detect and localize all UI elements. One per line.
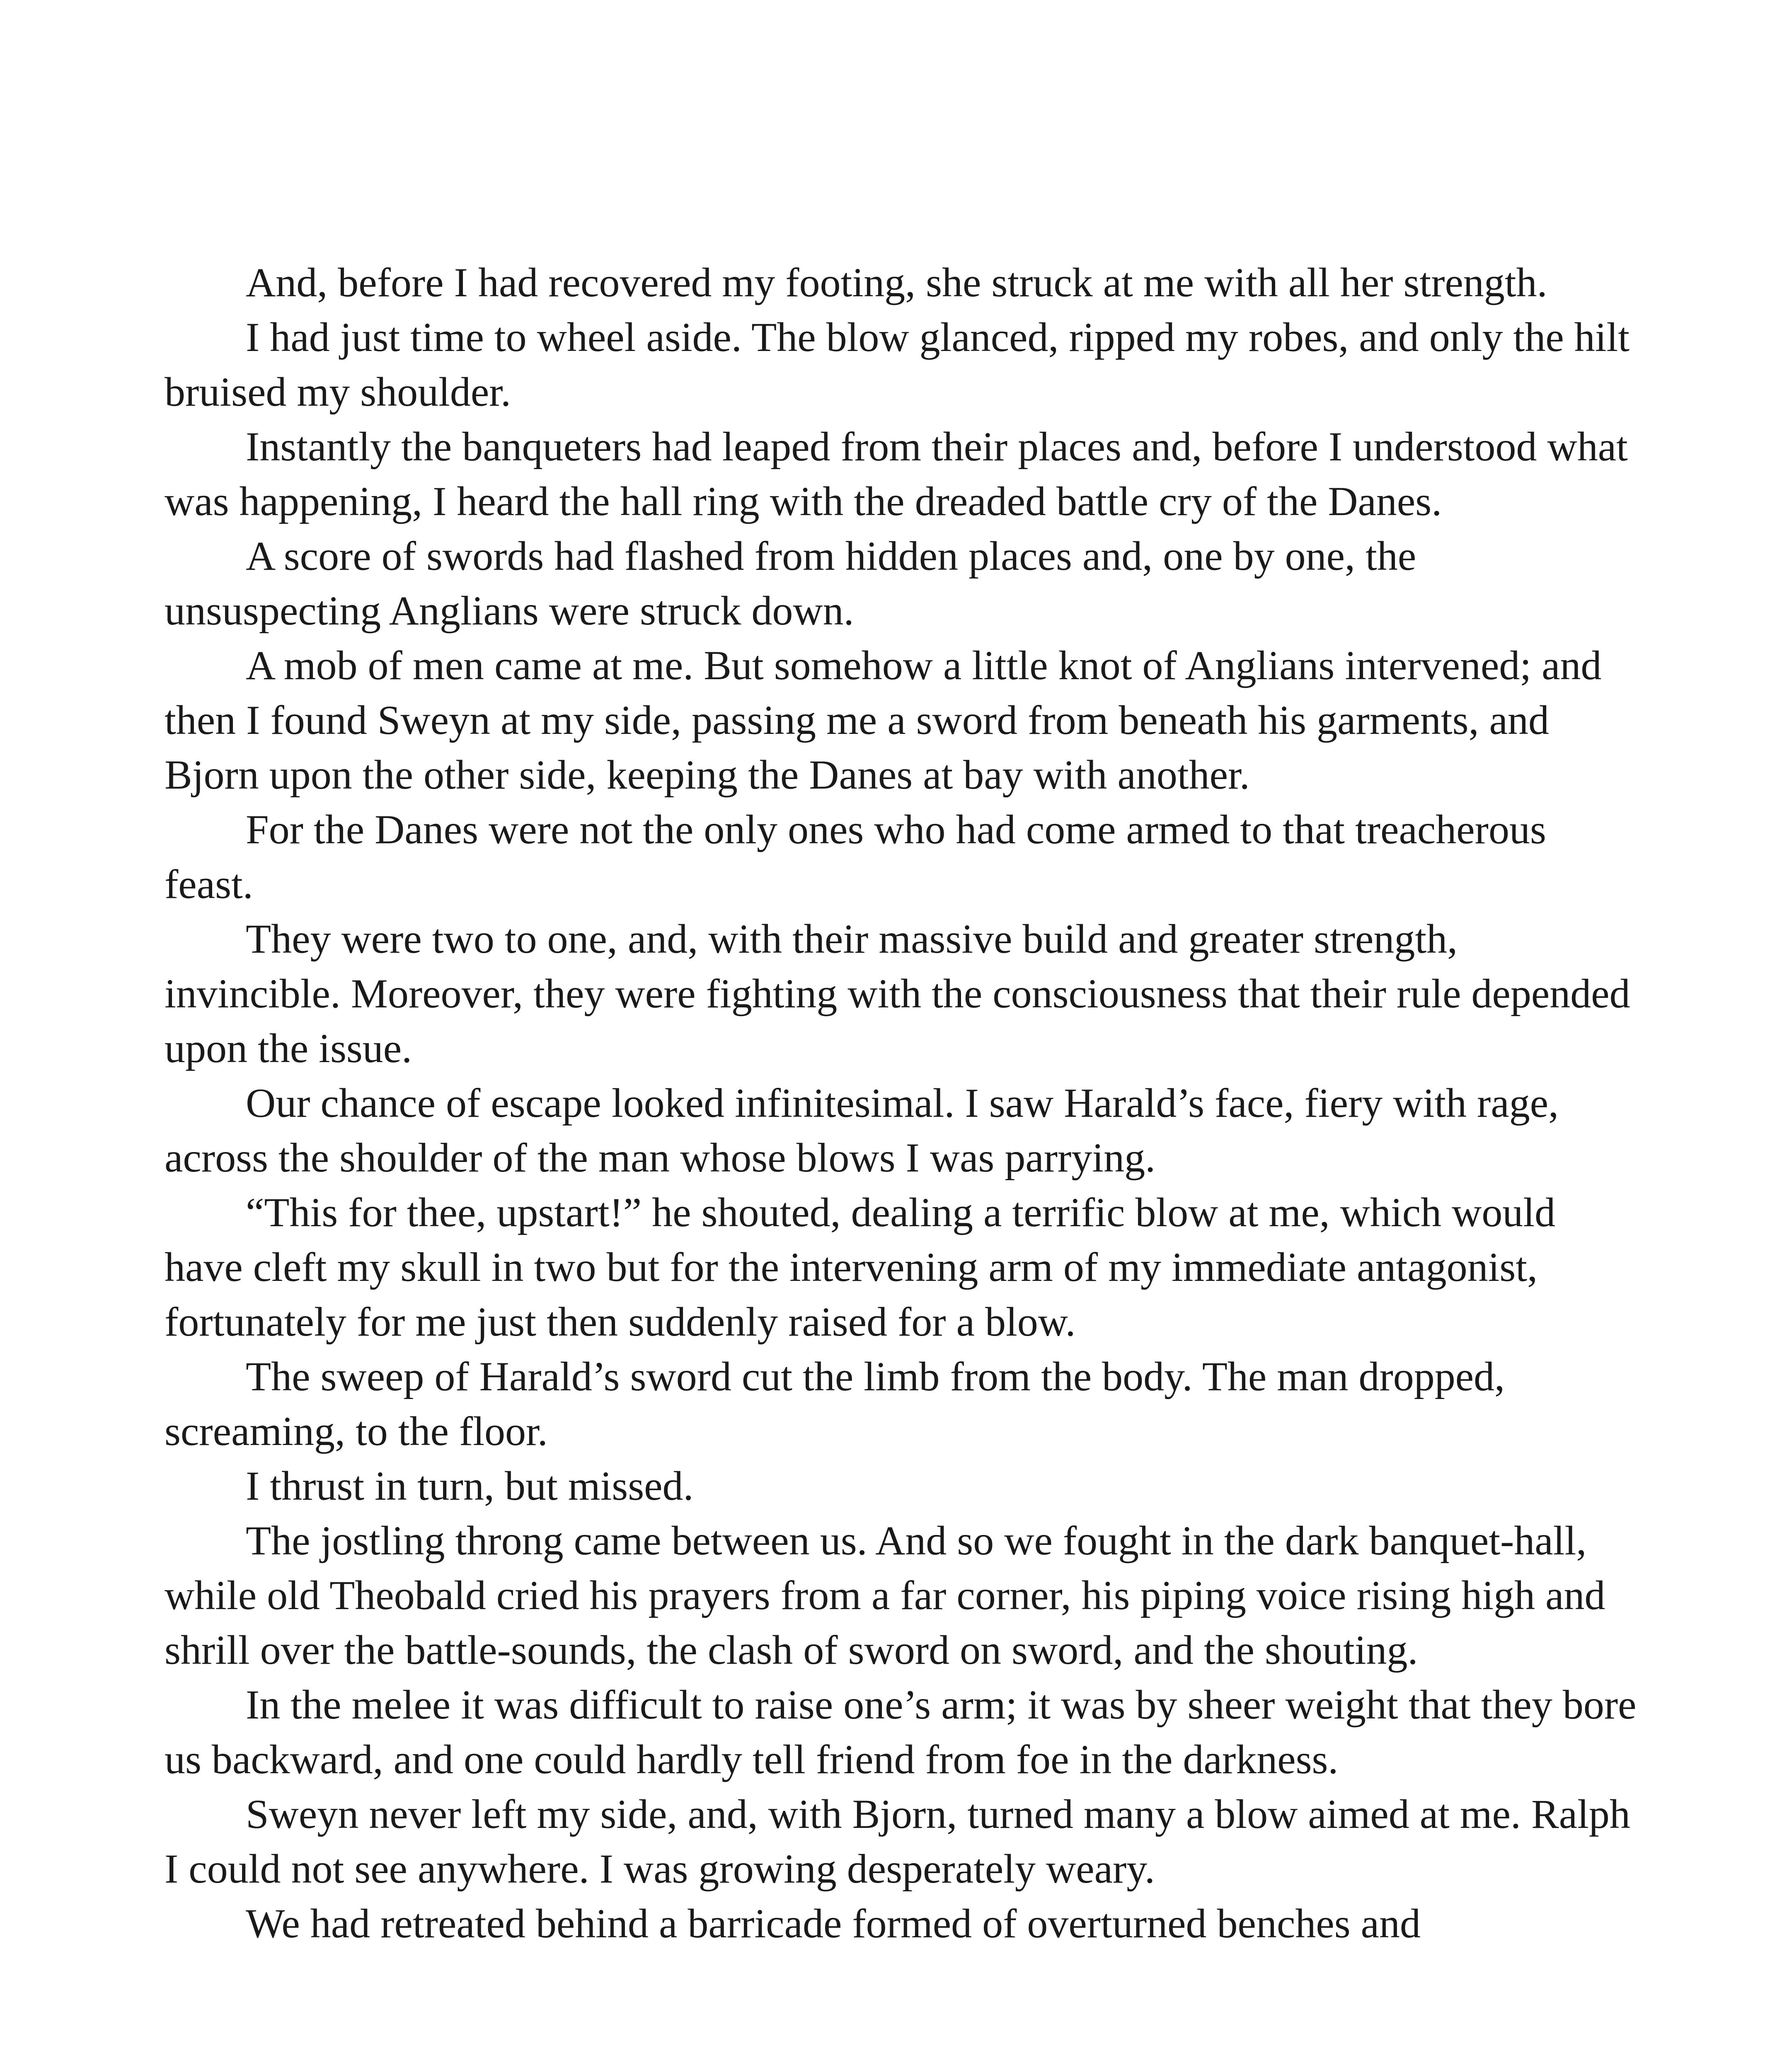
paragraph: A score of swords had flashed from hidden places and, one by one, the unsuspecting Anglians were struck down. — [165, 533, 1416, 634]
paragraph: I thrust in turn, but missed. — [246, 1463, 694, 1509]
paragraph: “This for thee, upstart!” he shouted, dealing a terrific blow at me, which would have cleft my skull in two but for the intervening arm of my immediate antagonist, fortunately for me just then suddenly raised for a blow. — [165, 1189, 1556, 1345]
paragraph: In the melee it was difficult to raise one’s arm; it was by sheer weight that they bore us backward, and one could hardly tell friend from foe in the darkness. — [165, 1682, 1637, 1782]
body-text — [165, 255, 1640, 1951]
paragraph: Instantly the banqueters had leaped from their places and, before I understood what was happening, I heard the hall ring with the dreaded battle cry of the Danes. — [165, 424, 1628, 524]
paragraph: The sweep of Harald’s sword cut the limb from the body. The man dropped, screaming, to the floor. — [165, 1353, 1505, 1454]
paragraph: I had just time to wheel aside. The blow glanced, ripped my robes, and only the hilt bruised my shoulder. — [165, 314, 1630, 415]
paragraph: For the Danes were not the only ones who had come armed to that treacherous feast. — [165, 806, 1546, 907]
paragraph: They were two to one, and, with their massive build and greater strength, invincible. Moreover, they were fighting with the consciousness that their rule depended upon the issue. — [165, 916, 1630, 1071]
paragraph: Our chance of escape looked infinitesimal. I saw Harald’s face, fiery with rage, across the shoulder of the man whose blows I was parrying. — [165, 1080, 1559, 1181]
paragraph: Sweyn never left my side, and, with Bjorn, turned many a blow aimed at me. Ralph I could not see anywhere. I was growing desperately weary. — [165, 1791, 1630, 1892]
paragraph: We had retreated behind a barricade formed of overturned benches and — [246, 1900, 1421, 1946]
paragraph: A mob of men came at me. But somehow a little knot of Anglians intervened; and then I found Sweyn at my side, passing me a sword from beneath his garments, and Bjorn upon the other side, keeping the Danes at bay with another. — [165, 642, 1602, 798]
paragraph: The jostling throng came between us. And so we fought in the dark banquet-hall, while old Theobald cried his prayers from a far corner, his piping voice rising high and shrill over the battle-sounds, the clash of sword on sword, and the shouting. — [165, 1518, 1605, 1673]
paragraph: And, before I had recovered my footing, she struck at me with all her strength. — [246, 259, 1547, 305]
